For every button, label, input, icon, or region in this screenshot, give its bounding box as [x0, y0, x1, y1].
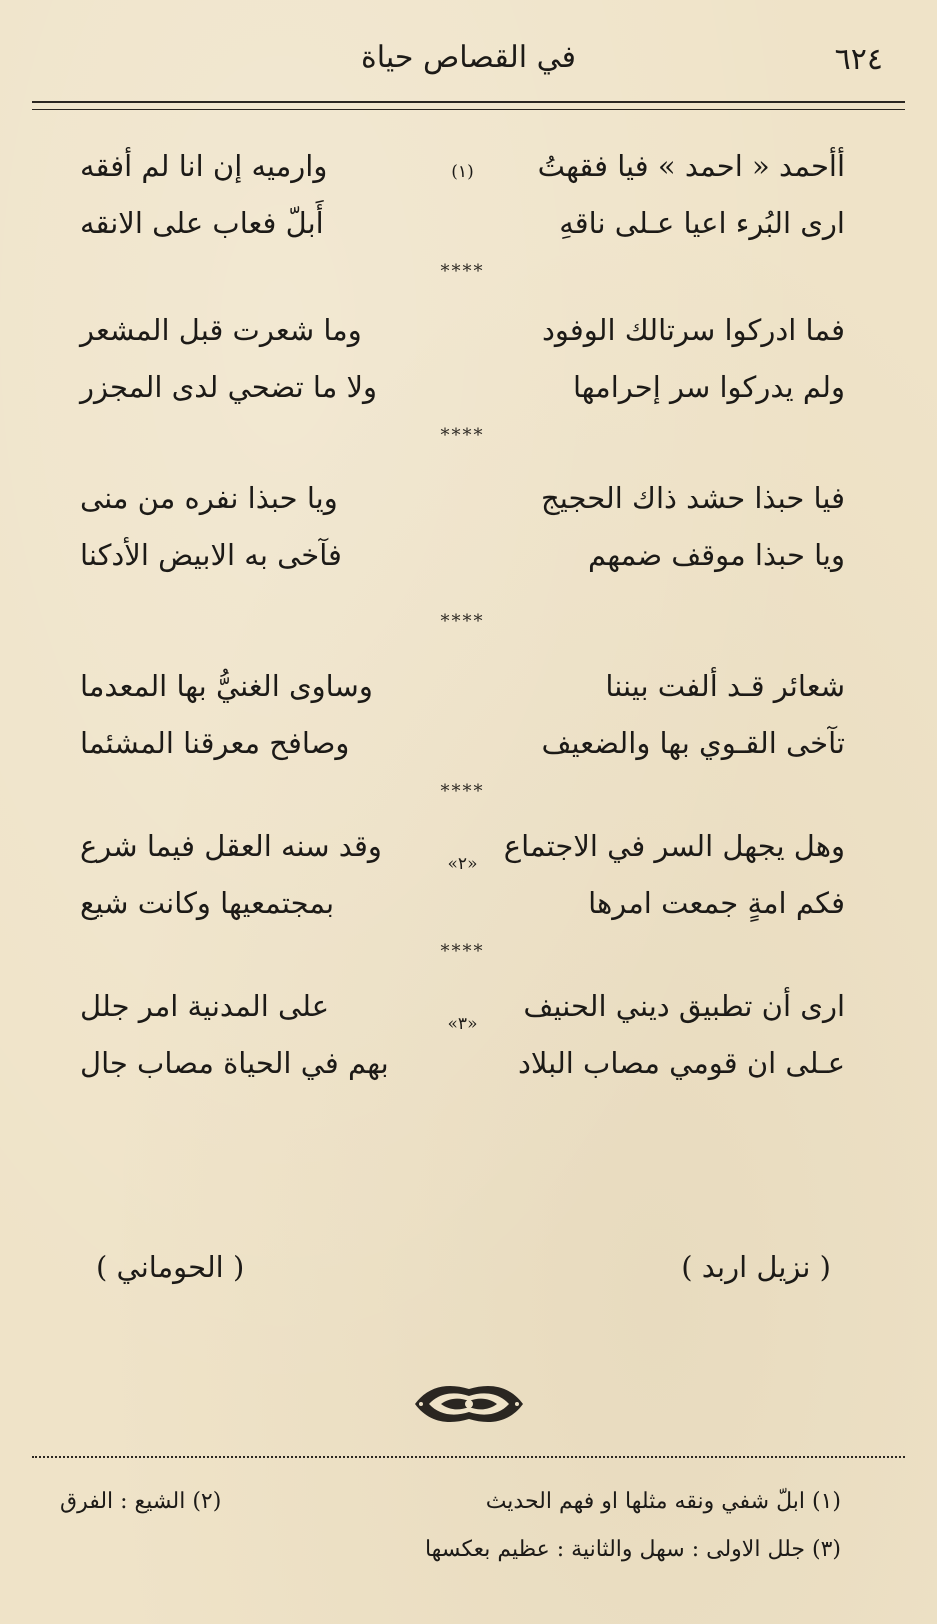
verse-first-hemistich: ارى البُرء اعيا عـلى ناقهِ	[559, 206, 845, 240]
verse-line	[80, 818, 845, 875]
stanza-2	[80, 302, 845, 416]
verse-first-hemistich: ولم يدركوا سر إحرامها	[572, 370, 845, 404]
verse-line	[80, 470, 845, 527]
footnote-marker: (١)	[451, 162, 474, 182]
verse-line	[80, 658, 845, 715]
verse-first-hemistich: ارى أن تطبيق ديني الحنيف	[523, 989, 845, 1023]
verse-first-hemistich: أأحمد « احمد » فيا فقهتُ	[537, 149, 845, 183]
verse-line	[80, 359, 845, 416]
verse-second-hemistich: وما شعرت قبل المشعر	[80, 313, 362, 347]
verse-line	[80, 138, 845, 195]
stanza-divider: ****	[440, 781, 485, 802]
stanza-divider: ****	[440, 941, 485, 962]
signature-author: ( الحوماني )	[96, 1250, 245, 1284]
page-header	[34, 32, 903, 82]
signatures	[96, 1250, 831, 1296]
header-rule	[32, 101, 905, 110]
verse-second-hemistich: وقد سنه العقل فيما شرع	[80, 829, 382, 863]
verse-line	[80, 302, 845, 359]
verse-second-hemistich: وارميه إن انا لم أفقه	[80, 149, 328, 183]
signature-location: ( نزيل اربد )	[681, 1250, 831, 1284]
verse-first-hemistich: عـلى ان قومي مصاب البلاد	[517, 1046, 845, 1080]
stanza-3	[80, 470, 845, 584]
verse-line	[80, 527, 845, 584]
verse-second-hemistich: على المدنية امر جلل	[80, 989, 330, 1023]
stanza-5	[80, 818, 845, 932]
stanza-divider: ****	[440, 611, 485, 632]
footnotes	[60, 1478, 841, 1574]
verse-first-hemistich: فيا حبذا حشد ذاك الحجيج	[541, 481, 845, 515]
footnote-marker: «٢»	[447, 854, 478, 874]
stanza-1	[80, 138, 845, 252]
verse-first-hemistich: فما ادركوا سرتالك الوفود	[541, 313, 845, 347]
verse-second-hemistich: فآخى به الابيض الأدكنا	[80, 538, 342, 572]
footnote-2: (٢) الشيع : الفرق	[60, 1489, 222, 1514]
verse-line	[80, 195, 845, 252]
running-title: في القصاص حياة	[361, 40, 576, 75]
footnote-rule	[32, 1456, 905, 1458]
verse-second-hemistich: ولا ما تضحي لدى المجزر	[80, 370, 378, 404]
verse-first-hemistich: وهل يجهل السر في الاجتماع	[503, 829, 845, 863]
footnote-line	[60, 1526, 841, 1574]
poem	[80, 138, 845, 1092]
verse-second-hemistich: وصافح معرقنا المشئما	[80, 726, 350, 760]
verse-second-hemistich: بهم في الحياة مصاب جال	[80, 1046, 389, 1080]
verse-line	[80, 715, 845, 772]
verse-line	[80, 875, 845, 932]
footnote-1: (١) ابلّ شفي ونقه مثلها او فهم الحديث	[485, 1489, 841, 1514]
stanza-divider: ****	[440, 425, 485, 446]
ornament-icon	[409, 1377, 529, 1431]
stanza-divider: ****	[440, 261, 485, 282]
footnote-line	[60, 1478, 841, 1526]
verse-second-hemistich: ويا حبذا نفره من منى	[80, 481, 338, 515]
verse-first-hemistich: تآخى القـوي بها والضعيف	[541, 726, 845, 760]
verse-second-hemistich: بمجتمعيها وكانت شيع	[80, 886, 335, 920]
verse-first-hemistich: ويا حبذا موقف ضمهم	[588, 538, 845, 572]
verse-line	[80, 1035, 845, 1092]
verse-second-hemistich: أَبلّ فعاب على الانقه	[80, 206, 324, 240]
footnote-marker: «٣»	[447, 1014, 478, 1034]
verse-second-hemistich: وساوى الغنيُّ بها المعدما	[80, 669, 373, 703]
verse-first-hemistich: فكم امةٍ جمعت امرها	[588, 886, 845, 920]
verse-first-hemistich: شعائر قـد ألفت بيننا	[605, 669, 845, 703]
stanza-4	[80, 658, 845, 772]
page-number: ٦٢٤	[834, 42, 883, 77]
stanza-6	[80, 978, 845, 1092]
verse-line	[80, 978, 845, 1035]
footnote-3: (٣) جلل الاولى : سهل والثانية : عظيم بعكسها	[424, 1537, 841, 1562]
